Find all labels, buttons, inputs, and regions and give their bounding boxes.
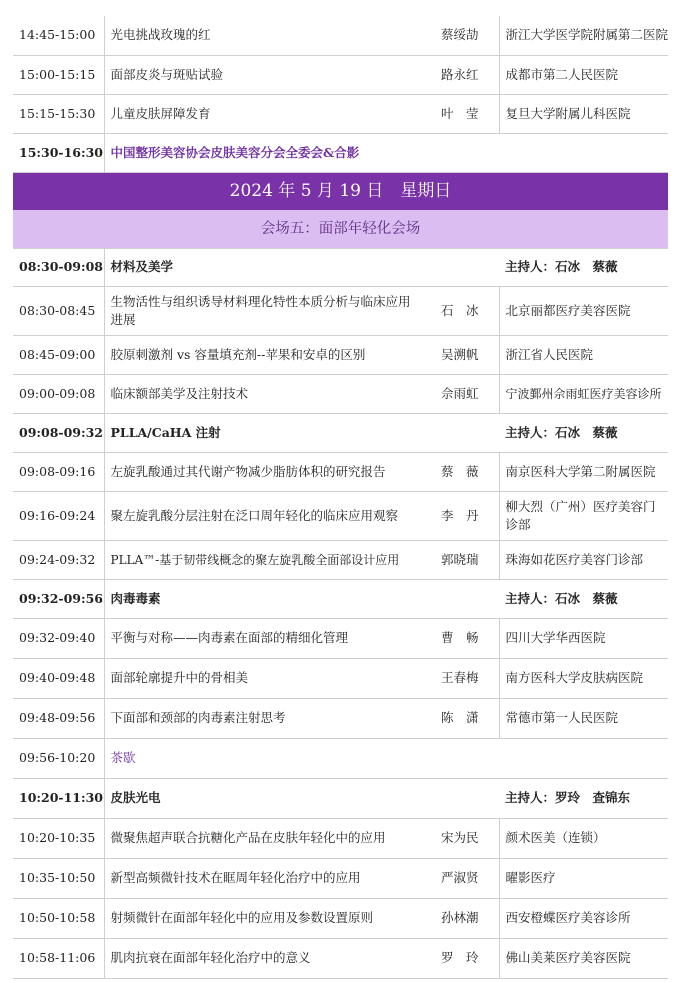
- session-host: 主持人：石冰 蔡薇: [499, 413, 668, 452]
- time-cell: 15:00-15:15: [13, 55, 104, 94]
- speaker-cell: 蔡 薇: [421, 452, 499, 491]
- speaker-cell: 石 冰: [421, 286, 499, 335]
- table-row: [13, 491, 668, 540]
- speaker-cell: 严淑贤: [421, 858, 499, 898]
- org-cell: 复旦大学附属儿科医院: [499, 94, 668, 133]
- time-cell: 10:50-10:58: [13, 898, 104, 938]
- session-title: PLLA/CaHA 注射: [104, 413, 499, 452]
- time-cell: 10:58-11:06: [13, 938, 104, 978]
- topic-cell: 临床额部美学及注射技术: [104, 374, 421, 413]
- session-header-row: [13, 248, 668, 286]
- topic-cell: 微聚焦超声联合抗糖化产品在皮肤年轻化中的应用: [104, 818, 421, 858]
- time-cell: 09:08-09:16: [13, 452, 104, 491]
- time-cell: 08:30-08:45: [13, 286, 104, 335]
- time-cell: 09:32-09:40: [13, 618, 104, 658]
- table-row: [13, 335, 668, 374]
- table-row: [13, 540, 668, 579]
- topic-cell: 左旋乳酸通过其代谢产物减少脂肪体积的研究报告: [104, 452, 421, 491]
- table-row: [13, 898, 668, 938]
- time-cell: 14:45-15:00: [13, 16, 104, 55]
- break-label: 茶歇: [104, 738, 668, 778]
- session-title: 肉毒毒素: [104, 579, 499, 618]
- speaker-cell: 曹 畅: [421, 618, 499, 658]
- speaker-cell: 罗 玲: [421, 938, 499, 978]
- org-cell: 西安橙蝶医疗美容诊所: [499, 898, 668, 938]
- table-row: [13, 618, 668, 658]
- topic-cell: 平衡与对称——肉毒素在面部的精细化管理: [104, 618, 421, 658]
- venue-banner: 会场五：面部年轻化会场: [13, 210, 668, 248]
- org-cell: 浙江大学医学院附属第二医院: [499, 16, 668, 55]
- topic-cell: 生物活性与组织诱导材料理化特性本质分析与临床应用进展: [104, 286, 421, 335]
- time-cell: 10:20-10:35: [13, 818, 104, 858]
- date-banner: 2024 年 5 月 19 日 星期日: [13, 172, 668, 210]
- session-header-row: [13, 579, 668, 618]
- org-cell: 成都市第二人民医院: [499, 55, 668, 94]
- table-row: [13, 938, 668, 978]
- speaker-cell: 吴溯帆: [421, 335, 499, 374]
- session-time: 09:08-09:32: [13, 413, 104, 452]
- time-cell: 09:16-09:24: [13, 491, 104, 540]
- topic-cell: 儿童皮肤屏障发育: [104, 94, 421, 133]
- time-cell: 09:48-09:56: [13, 698, 104, 738]
- session-host: 主持人：石冰 蔡薇: [499, 248, 668, 286]
- topic-cell: 光电挑战玫瑰的红: [104, 16, 421, 55]
- speaker-cell: 王春梅: [421, 658, 499, 698]
- speaker-cell: 李 丹: [421, 491, 499, 540]
- speaker-cell: 蔡绥劼: [421, 16, 499, 55]
- schedule-table: [13, 16, 668, 979]
- session-title: 材料及美学: [104, 248, 499, 286]
- topic-cell: PLLA™-基于韧带线概念的聚左旋乳酸全面部设计应用: [104, 540, 421, 579]
- session-time: 08:30-09:08: [13, 248, 104, 286]
- session-host: 主持人：罗玲 查锦东: [499, 778, 668, 818]
- time-cell: 09:24-09:32: [13, 540, 104, 579]
- org-cell: 南方医科大学皮肤病医院: [499, 658, 668, 698]
- org-cell: 佛山美莱医疗美容医院: [499, 938, 668, 978]
- org-cell: 四川大学华西医院: [499, 618, 668, 658]
- session-time: 10:20-11:30: [13, 778, 104, 818]
- session-time: 09:32-09:56: [13, 579, 104, 618]
- time-cell: 10:35-10:50: [13, 858, 104, 898]
- speaker-cell: 孙林潮: [421, 898, 499, 938]
- org-cell: 柳大烈（广州）医疗美容门诊部: [499, 491, 668, 540]
- org-cell: 颜术医美（连锁）: [499, 818, 668, 858]
- break-row: [13, 738, 668, 778]
- time-cell: 09:00-09:08: [13, 374, 104, 413]
- time-cell: 08:45-09:00: [13, 335, 104, 374]
- venue-banner-row: [13, 210, 668, 248]
- table-row: [13, 698, 668, 738]
- table-row: [13, 858, 668, 898]
- topic-cell: 新型高频微针技术在眶周年轻化治疗中的应用: [104, 858, 421, 898]
- speaker-cell: 陈 潇: [421, 698, 499, 738]
- table-row: [13, 16, 668, 55]
- org-cell: 浙江省人民医院: [499, 335, 668, 374]
- org-cell: 珠海如花医疗美容门诊部: [499, 540, 668, 579]
- topic-cell: 面部皮炎与斑贴试验: [104, 55, 421, 94]
- time-cell: 15:30-16:30: [13, 133, 104, 172]
- date-banner-row: [13, 172, 668, 210]
- time-cell: 09:56-10:20: [13, 738, 104, 778]
- table-row: [13, 658, 668, 698]
- topic-cell: 聚左旋乳酸分层注射在泛口周年轻化的临床应用观察: [104, 491, 421, 540]
- table-row: [13, 452, 668, 491]
- topic-cell: 胶原刺激剂 vs 容量填充剂--苹果和安卓的区别: [104, 335, 421, 374]
- org-cell: 北京丽都医疗美容医院: [499, 286, 668, 335]
- session-title: 皮肤光电: [104, 778, 499, 818]
- topic-cell: 面部轮廓提升中的骨相美: [104, 658, 421, 698]
- meeting-label: 中国整形美容协会皮肤美容分会全委会&合影: [104, 133, 668, 172]
- org-cell: 宁波鄞州佘雨虹医疗美容诊所: [499, 374, 668, 413]
- table-row: [13, 374, 668, 413]
- session-host: 主持人：石冰 蔡薇: [499, 579, 668, 618]
- time-cell: 09:40-09:48: [13, 658, 104, 698]
- org-cell: 南京医科大学第二附属医院: [499, 452, 668, 491]
- speaker-cell: 路永红: [421, 55, 499, 94]
- table-row: [13, 94, 668, 133]
- speaker-cell: 宋为民: [421, 818, 499, 858]
- topic-cell: 下面部和颈部的肉毒素注射思考: [104, 698, 421, 738]
- table-row: [13, 818, 668, 858]
- session-header-row: [13, 778, 668, 818]
- table-row: [13, 55, 668, 94]
- org-cell: 曜影医疗: [499, 858, 668, 898]
- topic-cell: 肌肉抗衰在面部年轻化治疗中的意义: [104, 938, 421, 978]
- topic-cell: 射频微针在面部年轻化中的应用及参数设置原则: [104, 898, 421, 938]
- speaker-cell: 叶 莹: [421, 94, 499, 133]
- meeting-row: [13, 133, 668, 172]
- session-header-row: [13, 413, 668, 452]
- speaker-cell: 佘雨虹: [421, 374, 499, 413]
- speaker-cell: 郭晓瑞: [421, 540, 499, 579]
- time-cell: 15:15-15:30: [13, 94, 104, 133]
- org-cell: 常德市第一人民医院: [499, 698, 668, 738]
- table-row: [13, 286, 668, 335]
